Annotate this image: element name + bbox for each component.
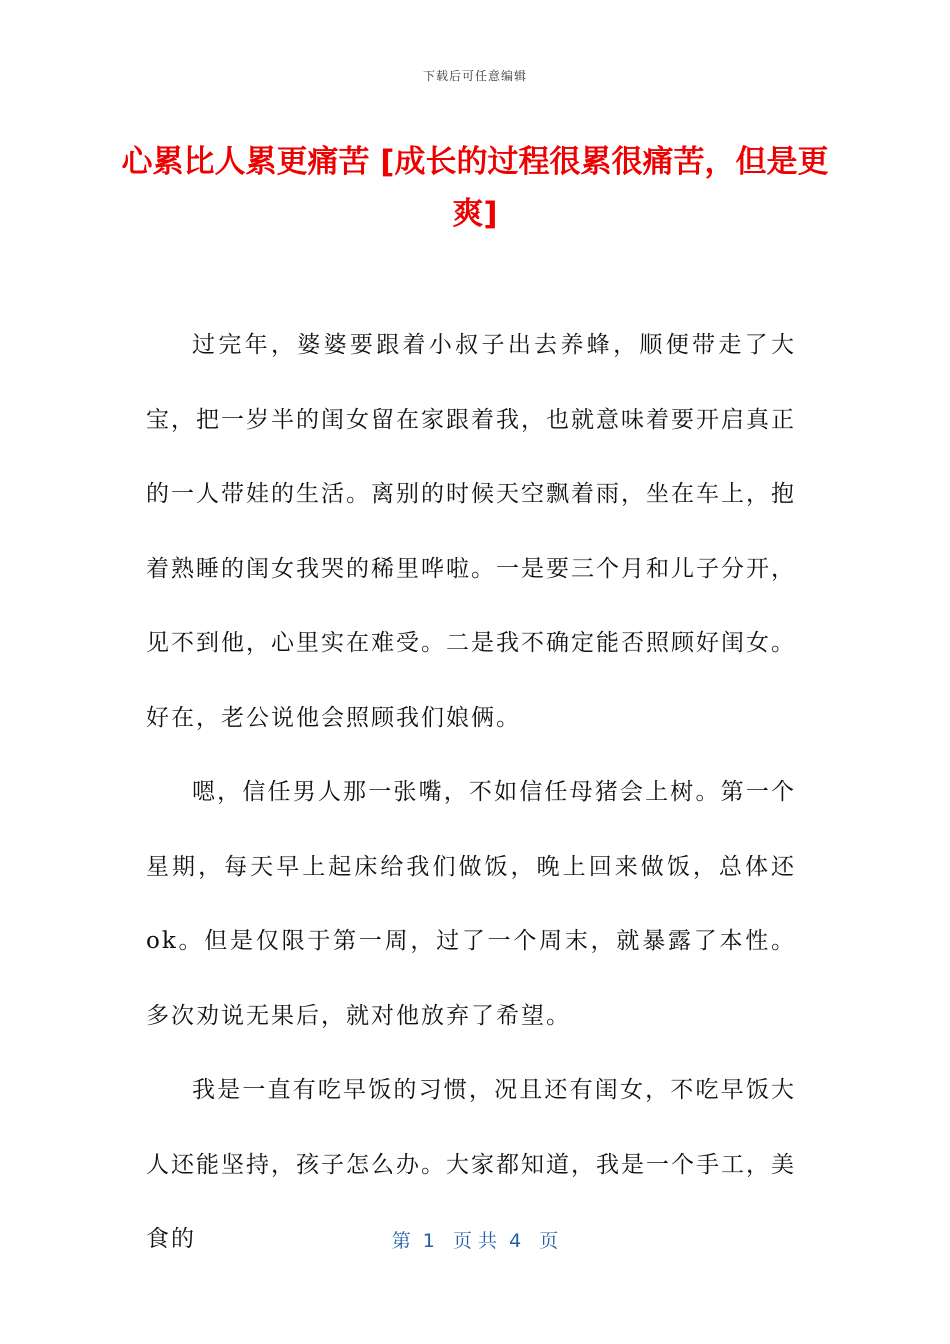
page-number-footer: 第 1 页 共 4 页 [391, 1230, 559, 1252]
document-title: 心累比人累更痛苦 [成长的过程很累很痛苦，但是更爽] [121, 144, 829, 232]
paragraph: 我是一直有吃早饭的习惯，况且还有闺女，不吃早饭大人还能坚持，孩子怎么办。大家都知道，我是一个手工，美食的 [146, 1077, 796, 1252]
paragraph: 嗯，信任男人那一张嘴，不如信任母猪会上树。第一个星期，每天早上起床给我们做饭，晚上回来做饭，总体还 ok。但是仅限于第一周，过了一个周末，就暴露了本性。多次劝说无果后，就对他放弃了希望。 [146, 779, 806, 1029]
document-body [146, 308, 806, 1277]
paragraph: 过完年，婆婆要跟着小叔子出去养蜂，顺便带走了大宝，把一岁半的闺女留在家跟着我，也就意味着要开启真正的一人带娃的生活。离别的时候天空飘着雨，坐在车上，抱着熟睡的闺女我哭的稀里哗啦。一是要三个月和儿子分开，见不到他，心里实在难受。二是我不确定能否照顾好闺女。好在，老公说他会照顾我们娘俩。 [146, 332, 796, 731]
header-note: 下载后可任意编辑 [422, 69, 527, 83]
